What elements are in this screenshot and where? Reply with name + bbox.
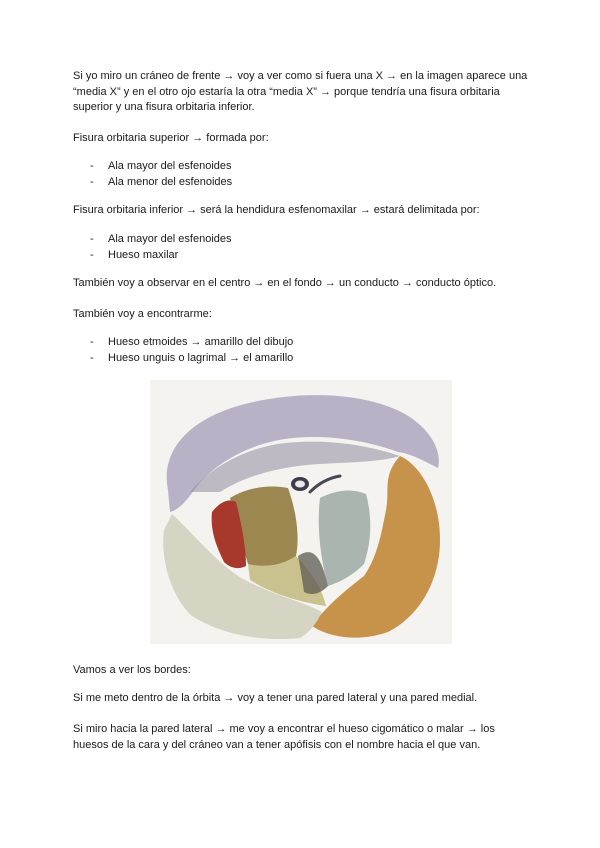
borders-paragraph: Vamos a ver los bordes: xyxy=(73,664,191,676)
list-item xyxy=(90,159,232,175)
encounter-heading: También voy a encontrarme: xyxy=(73,308,212,320)
bullet-dash: - xyxy=(90,352,94,364)
orbit-illustration xyxy=(150,380,452,644)
list-item-text: Hueso etmoides → amarillo del dibujo xyxy=(108,336,294,348)
lateral-wall-paragraph: Si miro hacia la pared lateral → me voy a encontrar el hueso cigomático o malar → los huesos de la cara y del cráneo van a tener apófisis con el nombre hacia el que van. xyxy=(73,723,495,751)
orbit-walls-paragraph: Si me meto dentro de la órbita → voy a tener una pared lateral y una pared medial. xyxy=(73,692,478,704)
bullet-dash: - xyxy=(90,176,94,188)
bullet-dash: - xyxy=(90,336,94,348)
list-item xyxy=(90,232,232,248)
list-item xyxy=(90,351,293,367)
inferior-fissure-heading: Fisura orbitaria inferior → será la hendidura esfenomaxilar → estará delimitada por: xyxy=(73,204,480,216)
bullet-dash: - xyxy=(90,249,94,261)
list-item-text: Ala menor del esfenoides xyxy=(108,176,233,188)
bullet-dash: - xyxy=(90,233,94,245)
optic-canal-paragraph: También voy a observar en el centro → en el fondo → un conducto → conducto óptico. xyxy=(73,277,497,289)
list-item-text: Ala mayor del esfenoides xyxy=(108,160,232,172)
list-item-text: Hueso maxilar xyxy=(108,249,179,261)
list-item-text: Ala mayor del esfenoides xyxy=(108,233,232,245)
list-item xyxy=(90,335,293,351)
optic-canal-highlight xyxy=(295,481,305,488)
list-item xyxy=(90,175,232,191)
bullet-dash: - xyxy=(90,160,94,172)
intro-paragraph: Si yo miro un cráneo de frente → voy a ver como si fuera una X → en la imagen aparece una “media X” y en el otro ojo estaría la otra “media X” → porque tendría una fisura orbitaria superior y una fisura orbitaria inferior. xyxy=(73,70,528,113)
list-item-text: Hueso unguis o lagrimal → el amarillo xyxy=(108,352,294,364)
superior-fissure-heading: Fisura orbitaria superior → formada por: xyxy=(73,132,269,144)
list-item xyxy=(90,248,178,264)
